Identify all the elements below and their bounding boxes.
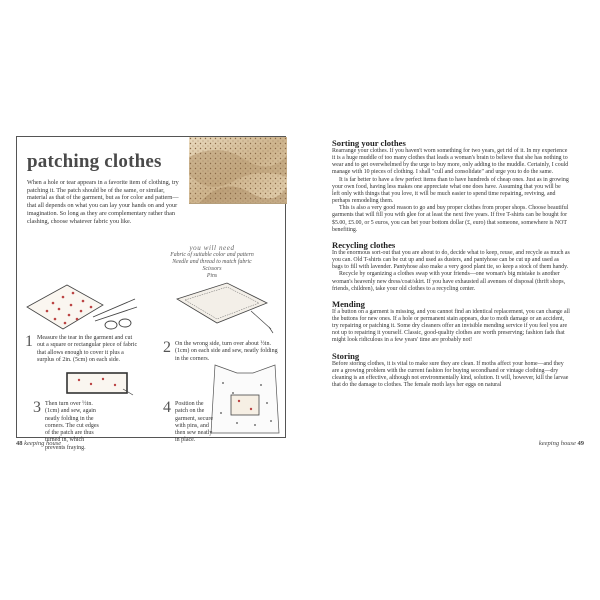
step-3-illustration bbox=[61, 369, 137, 397]
section-paragraph: If a button on a garment is missing, and you cannot find an identical replacement, you can change all the buttons for new ones. If a hole or permanent stain appears, due to moth damage or an accident, try repairing or patching it. Some dry cleaners offer an invisible mending service if you feel you are not up to repairing it yourself. Classic, good-quality clothes are worth preserving; fashion fads that might look ridiculous in a few years' time are probably not! bbox=[332, 308, 570, 344]
step-1-text: Measure the tear in the garment and cut out a square or rectangular piece of fabric that allows enough to cover it plus a surplus of 2in. (5cm) on each side. bbox=[37, 335, 138, 363]
section-sorting bbox=[332, 138, 570, 234]
right-column bbox=[332, 138, 570, 395]
need-item: Pins bbox=[206, 273, 218, 279]
left-page-number: 48 bbox=[16, 440, 23, 447]
right-running-head: keeping house bbox=[538, 440, 576, 447]
step-3-text: Then turn over ½in. (1cm) and sew, again neatly folding in the corners. The cut edges of the patch are thus turned in, which prevents fraying. bbox=[45, 401, 99, 451]
section-heading: Sorting your clothes bbox=[332, 138, 406, 148]
section-heading: Storing bbox=[332, 350, 360, 361]
left-folio bbox=[16, 440, 61, 447]
fabric-photo bbox=[189, 137, 287, 204]
section-paragraph: This is also a very good reason to go and buy proper clothes from proper shops. Choose beautiful garments that will fill you with glee for at least the next five years. If five T-shirts can be bought for $5.00, £5.00, or 5 euros, you can bet your bottom dollar (£, euro) that someone, somewhere is NOT benefiting. bbox=[332, 205, 569, 233]
need-item: Scissors bbox=[202, 266, 222, 272]
left-page bbox=[14, 124, 302, 452]
intro-text: When a hole or tear appears in a favorite item of clothing, try patching it. The patch should be of the same, or similar, material as that of the garment, but as for color and pattern—that all depends on what you can lay your hands on and your imagination. So long as they are complementary rather than clashing, choose whatever fabric you like. bbox=[27, 179, 179, 225]
section-heading: Mending bbox=[332, 298, 365, 309]
section-paragraph: Rearrange your clothes. If you haven't worn something for two years, get rid of it. In my experience it is a huge muddle of too many clothes that leads a woman's brain to believe that she has nothing to wear and to get overwhelmed by the urge to buy more, only adding to the muddle. Certainly, I could manage with 10 pieces of clothing. I shall "cull and consolidate" and urge you to do the same. bbox=[332, 148, 569, 176]
section-paragraph: Before storing clothes, it is vital to make sure they are clean. If moths affect your home—and they are a growing problem with the current fashion for buying secondhand or vintage clothing—dry cleaning is an effective, although not environmentally kind, solution. It will, however, kill the larvae that do the damage to clothes. The female moth lays her eggs on natural bbox=[332, 360, 569, 389]
right-folio bbox=[539, 440, 584, 447]
need-item: Needle and thread to match fabric bbox=[172, 259, 252, 265]
book-spread bbox=[14, 124, 586, 452]
step-3-number: 3 bbox=[33, 399, 41, 416]
right-page-number: 49 bbox=[577, 440, 584, 447]
section-recycling bbox=[332, 240, 570, 293]
section-storing bbox=[332, 351, 570, 390]
section-paragraph: Recycle by organizing a clothes swap with your friends—one woman's big mistake is another woman's heavenly new dress/coat/skirt. If you have exhausted all avenues of disposal (thrift shops, friends, children), take your old clothes to a recycling center. bbox=[332, 271, 566, 292]
left-running-head: keeping house bbox=[24, 440, 62, 447]
right-page bbox=[314, 124, 586, 452]
section-paragraph: In the enormous sort-out that you are about to do, decide what to keep, reuse, and recycle as much as you can. Old T-shirts can be cut up and used as dusters, and pantyhose can be cut up and used as bags to fill with lavender. Pantyhose also make a very good plant tie, so keep a stock of them handy. bbox=[332, 249, 570, 271]
section-mending bbox=[332, 299, 570, 345]
step-2-text: On the wrong side, turn over about ½in. (1cm) on each side and sew, neatly folding in the corners. bbox=[175, 341, 278, 362]
fabric-photo-art bbox=[189, 137, 287, 203]
section-heading: Recycling clothes bbox=[332, 239, 396, 250]
page-title: patching clothes bbox=[27, 151, 162, 172]
section-paragraph: It is far better to have a few perfect items than to have hundreds of cheap ones. Just as in growing your own food, having less makes one appreciate what one does have. Assuming that you will be left only with things that you love, it will be much easier to spend time repairing, reviving, and perhaps remodeling them. bbox=[332, 176, 569, 205]
step-2-number: 2 bbox=[163, 339, 171, 356]
step-4-number: 4 bbox=[163, 399, 171, 416]
need-item: Fabric of suitable color and pattern bbox=[170, 252, 254, 258]
step-2-illustration bbox=[167, 277, 277, 337]
you-will-need-heading: you will need bbox=[189, 244, 235, 252]
step-4-illustration bbox=[207, 363, 283, 435]
step-1-number: 1 bbox=[25, 333, 33, 350]
step-1-illustration bbox=[23, 279, 143, 335]
you-will-need bbox=[157, 245, 267, 280]
step-4-text: Position the patch on the garment, secure with pins, and then sew neatly in place. bbox=[175, 401, 213, 444]
